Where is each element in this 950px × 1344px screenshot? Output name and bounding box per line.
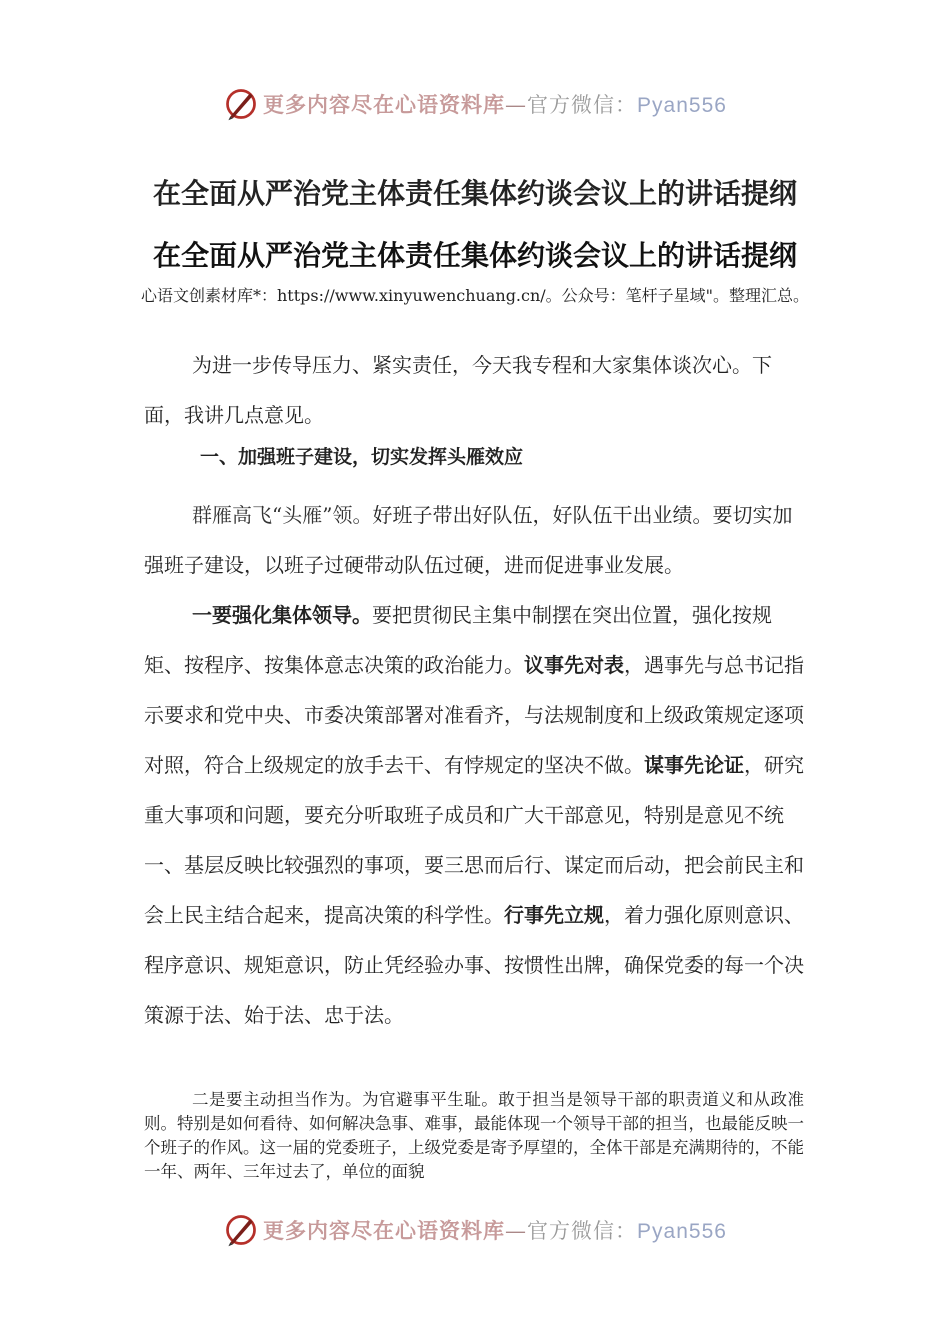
paragraph-3-text-1: 要把贯彻民主集中制摆在突出位置，强化按规矩、按程序、按集体意志决策的政治能力。: [144, 603, 772, 677]
footer-banner: [0, 1210, 950, 1250]
paragraph-3-text-2: ，遇事先与总书记指示要求和党中央、市委决策部署对准看齐，与法规制度和上级政策规定逐项对照，符合上级规定的放手去干、有悖规定的坚决不做。: [144, 653, 804, 777]
banner-text: 更多内容尽在心语资料库—官方微信：Pyan556: [263, 92, 727, 117]
paragraph-4: 二是要主动担当作为。为官避事平生耻。敢于担当是领导干部的职责道义和从政准则。特别是如何看待、如何解决急事、难事，最能体现一个领导干部的担当，也最能反映一个班子的作风。这一届的党委班子，上级党委是寄予厚望的，全体干部是充满期待的，不能一年、两年、三年过去了，单位的面貌: [144, 1090, 804, 1181]
paragraph-2-lead: 群雁高飞“头雁”领。: [192, 503, 373, 527]
paragraph-3-bold-2: 谋事先论证: [644, 753, 744, 777]
brush-logo-icon: [223, 86, 259, 122]
section-heading: 一、加强班子建设，切实发挥头雁效应: [200, 446, 524, 468]
banner-text: 更多内容尽在心语资料库—官方微信：Pyan556: [263, 1218, 727, 1243]
paragraph-3-bold-3: 行事先立规: [504, 903, 604, 927]
paragraph-2: [144, 490, 804, 590]
paragraph-3-lead: 一要强化集体领导。: [192, 603, 372, 627]
header-banner: [0, 84, 950, 124]
paragraph-3-text-4: ，着力强化原则意识、程序意识、规矩意识，防止凭经验办事、按惯性出牌，确保党委的每一个决策源于法、始于法、忠于法。: [144, 903, 804, 1027]
brush-logo-icon: [223, 1212, 259, 1248]
document-title: 在全面从严治党主体责任集体约谈会议上的讲话提纲: [152, 177, 797, 210]
document-title-repeat: 在全面从严治党主体责任集体约谈会议上的讲话提纲: [152, 239, 797, 272]
intro-paragraph: 为进一步传导压力、紧实责任，今天我专程和大家集体谈次心。下面，我讲几点意见。: [144, 353, 772, 427]
paragraph-2-text: 好班子带出好队伍，好队伍干出业绩。要切实加强班子建设，以班子过硬带动队伍过硬，进而促进事业发展。: [144, 503, 793, 577]
paragraph-3-bold-1: 议事先对表: [524, 653, 624, 677]
paragraph-3: [144, 590, 804, 1040]
paragraph-3-text-3: ，研究重大事项和问题，要充分听取班子成员和广大干部意见，特别是意见不统一、基层反映比较强烈的事项，要三思而后行、谋定而后动，把会前民主和会上民主结合起来，提高决策的科学性。: [144, 753, 804, 927]
source-note: 心语文创素材库*：https://www.xinyuwenchuang.cn/。公众号：笔杆子星域"。整理汇总。: [140, 286, 810, 305]
